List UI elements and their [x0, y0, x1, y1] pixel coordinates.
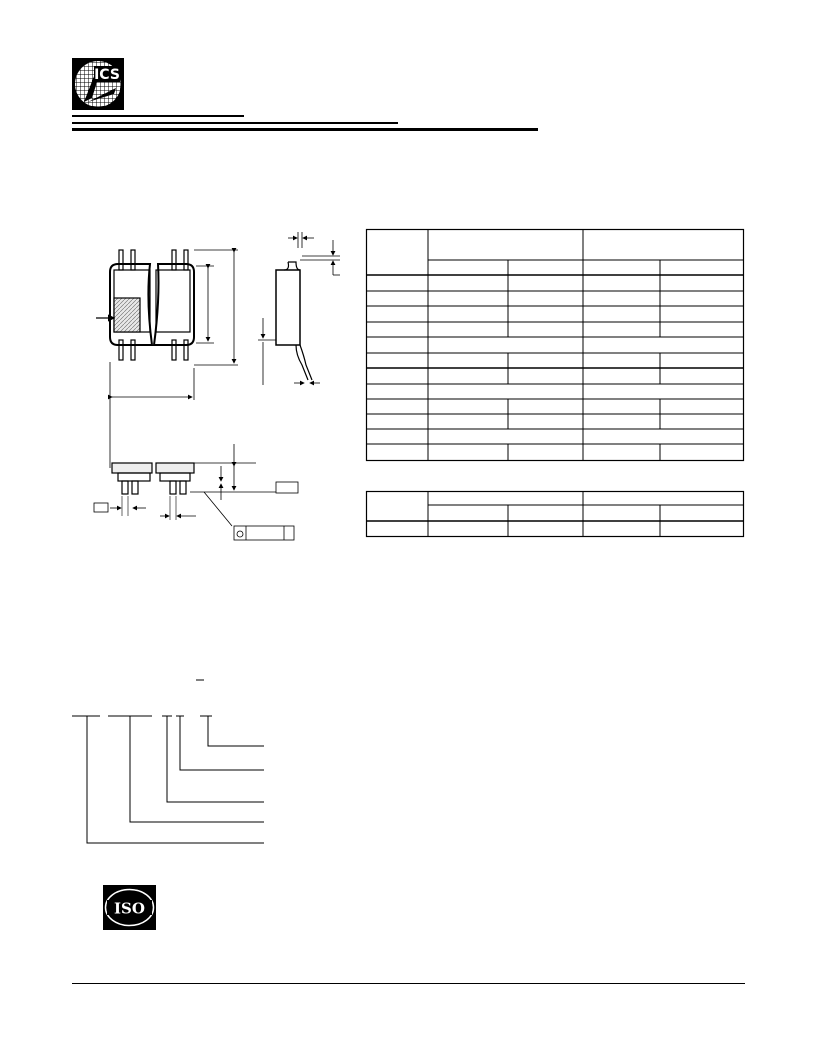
iso-logo	[103, 885, 156, 930]
header-rule-2	[72, 122, 398, 124]
dimension-table	[366, 229, 744, 461]
company-logo	[72, 58, 124, 110]
footer-rule	[72, 983, 745, 984]
header-rule-3	[72, 128, 538, 131]
thermal-table	[366, 491, 744, 537]
svg-text:ICS: ICS	[94, 67, 120, 83]
header-rule-1	[72, 115, 244, 117]
svg-text:ISO: ISO	[114, 899, 145, 918]
